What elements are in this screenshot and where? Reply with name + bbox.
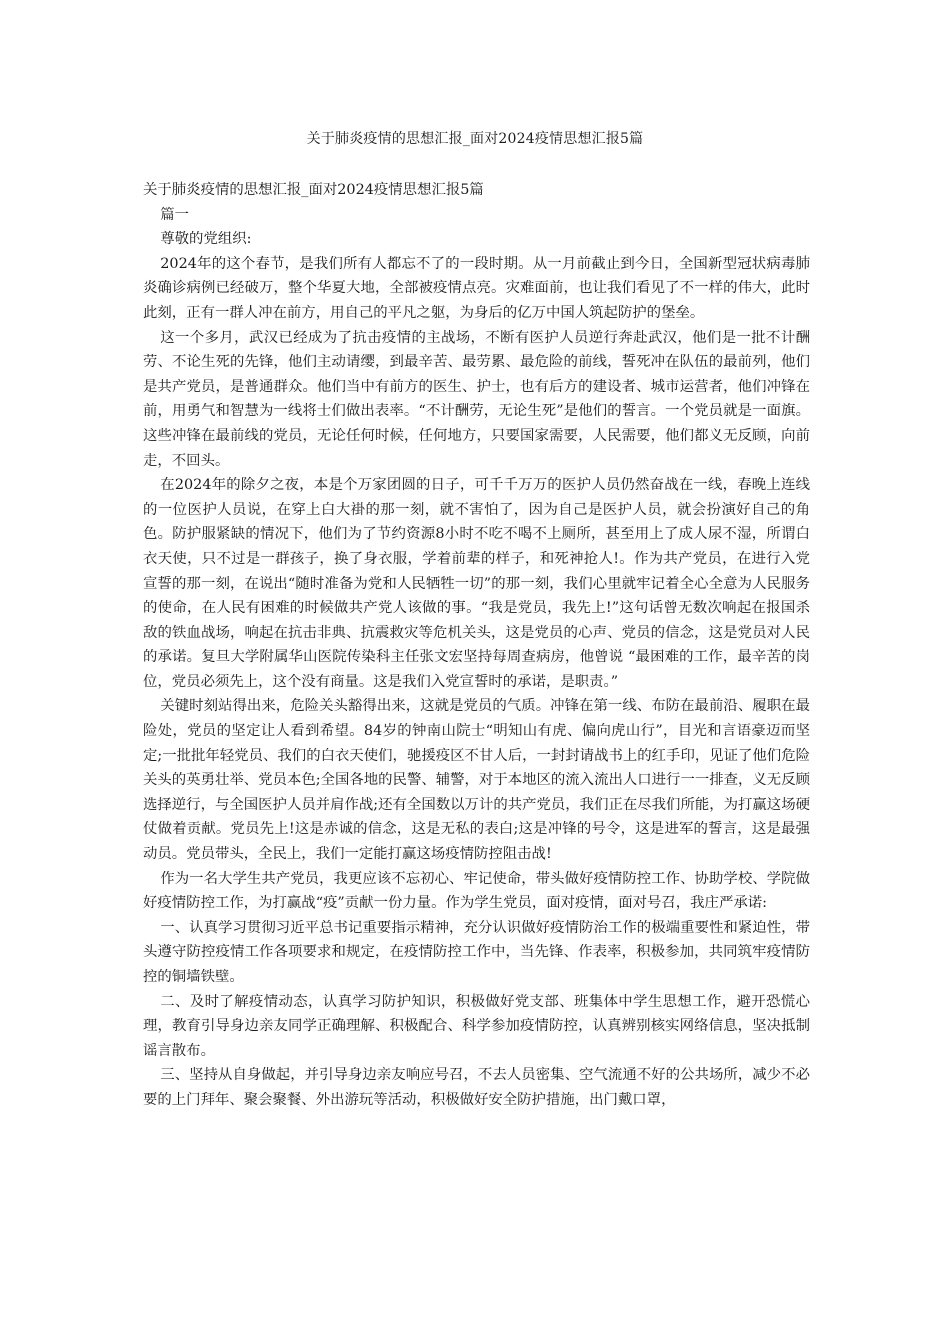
paragraph-3: 在2024年的除夕之夜，本是个万家团圆的日子，可千千万万的医护人员仍然奋战在一线，春晚上连线的一位医护人员说，在穿上白大褂的那一刻，就不害怕了，因为自己是医护人员，就会扮演好自己的角色。防护服紧缺的情况下，他们为了节约资源8小时不吃不喝不上厕所，甚至用上了成人尿不湿，所谓白衣天使，只不过是一群孩子，换了身衣服，学着前辈的样子，和死神抢人!。作为共产党员，在进行入党宣誓的那一刻，在说出“随时准备为党和人民牺牲一切”的那一刻，我们心里就牢记着全心全意为人民服务的使命，在人民有困难的时候做共产党人该做的事。“我是党员，我先上!”这句话曾无数次响起在报国杀敌的铁血战场，响起在抗击非典、抗震救灾等危机关头，这是党员的心声、党员的信念，这是党员对人民的承诺。复旦大学附属华山医院传染科主任张文宏坚持每周查病房，他曾说 “最困难的工作，最辛苦的岗位，党员必须先上，这个没有商量。这是我们入党宣誓时的承诺，是职责。” xyxy=(143,477,810,690)
document-subtitle: 关于肺炎疫情的思想汇报_面对2024疫情思想汇报5篇 xyxy=(143,182,484,198)
salutation: 尊敬的党组织: xyxy=(160,231,252,248)
paragraph-5: 作为一名大学生共产党员，我更应该不忘初心、牢记使命，带头做好疫情防控工作、协助学校、学院做好疫情防控工作，为打赢战“疫”贡献一份力量。作为学生党员，面对疫情，面对号召，我庄严承诺: xyxy=(143,870,810,912)
document-title: 关于肺炎疫情的思想汇报_面对2024疫情思想汇报5篇 xyxy=(306,131,644,147)
paragraph-2: 这一个多月，武汉已经成为了抗击疫情的主战场，不断有医护人员逆行奔赴武汉，他们是一批不计酬劳、不论生死的先锋，他们主动请缨，到最辛苦、最劳累、最危险的前线，誓死冲在队伍的最前列，他们是共产党员，是普通群众。他们当中有前方的医生、护士，也有后方的建设者、城市运营者，他们冲锋在前，用勇气和智慧为一线将士们做出表率。“不计酬劳，无论生死”是他们的誓言。一个党员就是一面旗。这些冲锋在最前线的党员，无论任何时候，任何地方，只要国家需要，人民需要，他们都义无反顾，向前走，不回头。 xyxy=(143,329,810,469)
paragraph-4: 关键时刻站得出来，危险关头豁得出来，这就是党员的气质。冲锋在第一线、布防在最前沿、履职在最险处，党员的坚定让人看到希望。84岁的钟南山院士“明知山有虎、偏向虎山行”，目光和言语豪迈而坚定;一批批年轻党员、我们的白衣天使们，驰援疫区不甘人后，一封封请战书上的红手印，见证了他们危险关头的英勇壮举、党员本色;全国各地的民警、辅警，对于本地区的流入流出人口进行一一排查，义无反顾选择逆行，与全国医护人员并肩作战;还有全国数以万计的共产党员，我们正在尽我们所能，为打赢这场硬仗做着贡献。党员先上!这是赤诚的信念，这是无私的表白;这是冲锋的号令，这是进军的誓言，这是最强动员。党员带头，全民上，我们一定能打赢这场疫情防控阻击战! xyxy=(143,698,810,863)
section-heading: 篇一 xyxy=(160,206,190,223)
paragraph-1: 2024年的这个春节，是我们所有人都忘不了的一段时期。从一月前截止到今日，全国新型冠状病毒肺炎确诊病例已经破万，整个华夏大地，全部被疫情点亮。灾难面前，也让我们看见了不一样的伟大，此时此刻，正有一群人冲在前方，用自己的平凡之躯，为身后的亿万中国人筑起防护的堡垒。 xyxy=(143,255,810,321)
paragraph-8: 三、坚持从自身做起，并引导身边亲友响应号召，不去人员密集、空气流通不好的公共场所，减少不必要的上门拜年、聚会聚餐、外出游玩等活动，积极做好安全防护措施，出门戴口罩， xyxy=(143,1067,810,1108)
paragraph-7: 二、及时了解疫情动态，认真学习防护知识，积极做好党支部、班集体中学生思想工作，避开恐慌心理，教育引导身边亲友同学正确理解、积极配合、科学参加疫情防控，认真辨别核实网络信息，坚决抵制谣言散布。 xyxy=(143,993,810,1059)
document-body xyxy=(143,178,810,1113)
paragraph-6: 一、认真学习贯彻习近平总书记重要指示精神，充分认识做好疫情防治工作的极端重要性和紧迫性，带头遵守防控疫情工作各项要求和规定，在疫情防控工作中，当先锋、作表率，积极参加，共同筑牢疫情防控的铜墙铁壁。 xyxy=(143,919,810,985)
